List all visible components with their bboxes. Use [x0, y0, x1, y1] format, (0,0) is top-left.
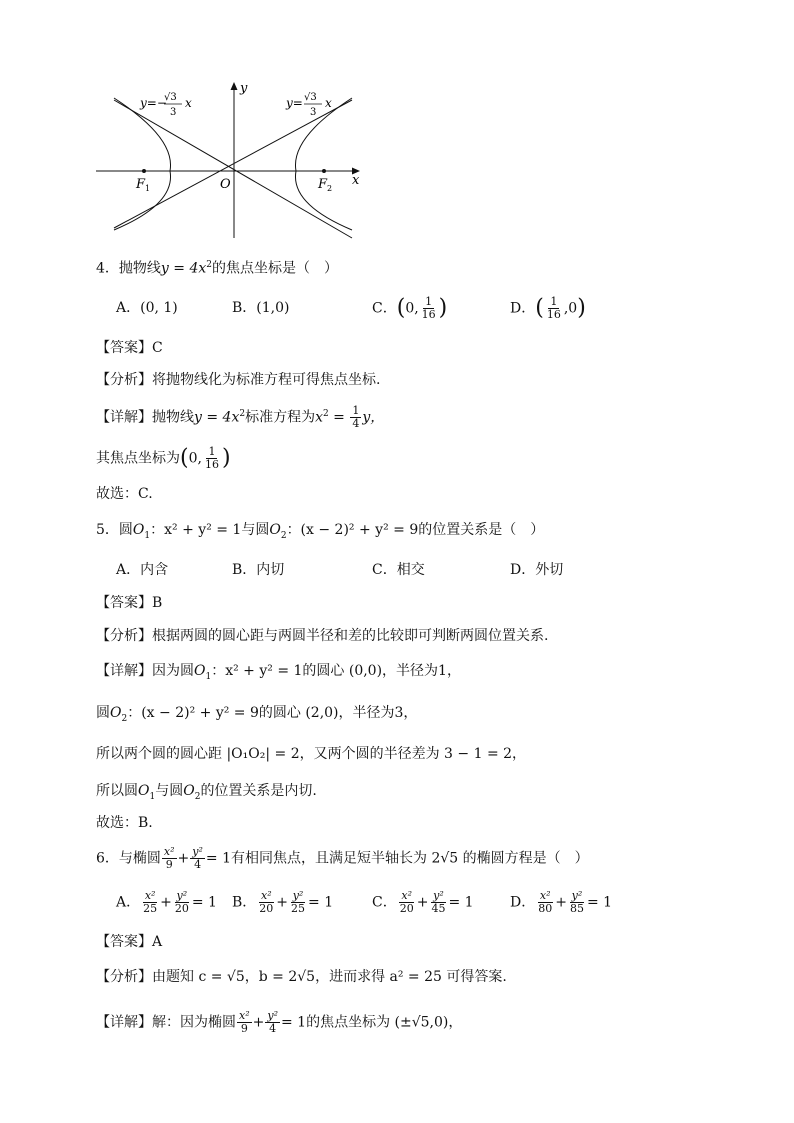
q5-detail-1: 【详解】因为圆$O_1$：x² + y² = 1的圆心 (0,0)，半径为1，	[96, 663, 461, 682]
origin-label: O	[220, 177, 231, 192]
q5-detail-2: 圆$O_2$：(x − 2)² + y² = 9的圆心 (2,0)，半径为3，	[96, 705, 418, 724]
asymptote-positive	[114, 100, 352, 228]
q6-detail: 【详解】解：因为椭圆 $\frac{\text{x²}}{9}$ + $\frac{\text{y²}}{4}$ = 1的焦点坐标为 (±√5,0)，	[96, 1009, 463, 1035]
q5-detail-3: 所以两个圆的圆心距 |O₁O₂| = 2，又两个圆的半径差为 3 − 1 = 2，	[96, 746, 527, 762]
q4-detail: 【详解】抛物线$y = 4x^2$标准方程为$x^2$ = $\frac{1}{4}$ y，	[96, 404, 385, 431]
f1-label: F	[136, 177, 146, 192]
q5-stem: 5．圆$O_1$：x² + y² = 1与圆$O_2$：(x − 2)² + y² = 9的位置关系是（ ）	[96, 522, 545, 541]
y-axis-label: y	[240, 81, 248, 96]
asymptote-pos-prefix: y=	[286, 96, 303, 110]
q6-option-d: D． $\frac{\text{x²}}{80}$ + $\frac{\text{y²}}{85}$ = 1	[510, 889, 613, 915]
asymptote-pos-three: 3	[310, 107, 317, 118]
y-axis-arrow	[231, 82, 238, 90]
asymptote-neg-three: 3	[170, 107, 177, 118]
hyperbola-left-branch	[114, 98, 171, 230]
f2-subscript: 2	[327, 184, 333, 193]
q6-stem: 6．与椭圆 $\frac{\text{x²}}{9}$ + $\frac{\text{y²}}{4}$ = 1有相同焦点，且满足短半轴长为 2√5 的椭圆方程是（ ）	[96, 845, 589, 871]
q6-option-b: B． $\frac{\text{x²}}{20}$ + $\frac{\text{y²}}{25}$ = 1	[232, 889, 334, 915]
asymptote-neg-sqrt3: √3	[164, 92, 177, 103]
q4-analysis: 【分析】将抛物线化为标准方程可得焦点坐标.	[96, 372, 381, 388]
q5-analysis: 【分析】根据两圆的圆心距与两圆半径和差的比较即可判断两圆位置关系.	[96, 628, 549, 644]
hyperbola-figure	[90, 72, 380, 244]
asymptote-negative	[114, 100, 352, 238]
q6-option-a: A． $\frac{\text{x²}}{25}$ + $\frac{\text{y²}}{20}$ = 1	[116, 889, 217, 915]
q5-answer: 【答案】B	[96, 595, 163, 611]
focus-f2-point	[322, 169, 326, 173]
q4-stem: 4．抛物线$y = 4x^2$的焦点坐标是（ ）	[96, 260, 338, 277]
q5-choose: 故选：B.	[96, 815, 153, 831]
asymptote-pos-x: x	[325, 96, 332, 110]
q5-option-a: A．内含	[116, 562, 169, 578]
q6-option-c: C． $\frac{\text{x²}}{20}$ + $\frac{\text{y²}}{45}$ = 1	[372, 889, 474, 915]
q4-answer: 【答案】C	[96, 340, 163, 356]
f2-label: F	[318, 177, 328, 192]
q5-detail-4: 所以圆$O_1$与圆$O_2$的位置关系是内切.	[96, 783, 317, 802]
q4-focus: 其焦点坐标为(0, $\frac{1}{16}$ )	[96, 445, 231, 471]
q5-option-b: B．内切	[232, 562, 285, 578]
q4-choose: 故选：C.	[96, 486, 153, 502]
asymptote-neg-x: x	[185, 96, 192, 110]
asymptote-neg-prefix: y=−	[140, 96, 167, 110]
asymptote-pos-sqrt3: √3	[304, 92, 317, 103]
q4-option-a: A．(0, 1)	[116, 300, 178, 316]
q4-option-b: B．(1,0)	[232, 300, 290, 316]
q5-option-c: C．相交	[372, 562, 425, 578]
q4-option-d: D．( $\frac{1}{16}$ ,0)	[510, 295, 586, 321]
x-axis-label: x	[352, 173, 360, 188]
focus-f1-point	[142, 169, 146, 173]
f1-subscript: 1	[145, 184, 151, 193]
q6-analysis: 【分析】由题知 c = √5，b = 2√5，进而求得 a² = 25 可得答案.	[96, 969, 507, 985]
q5-option-d: D．外切	[510, 562, 564, 578]
q4-option-c: C．(0, $\frac{1}{16}$ )	[372, 295, 448, 321]
q6-answer: 【答案】A	[96, 934, 163, 950]
